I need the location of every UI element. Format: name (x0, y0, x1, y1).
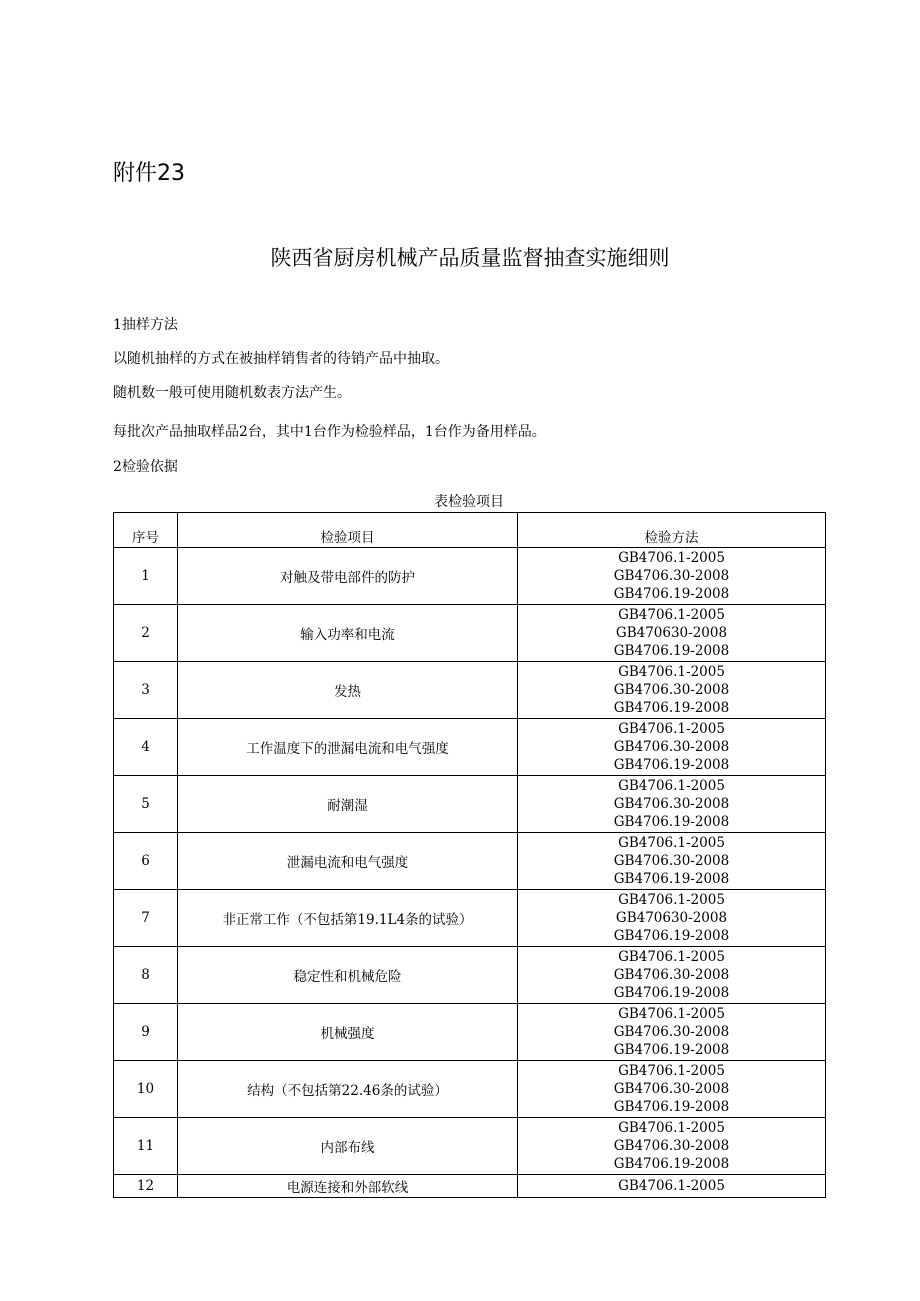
row-inspection-methods (518, 548, 826, 605)
table-row (114, 1004, 826, 1061)
method-standard: GB4706.19-2008 (613, 1099, 730, 1115)
method-standard: GB4706.19-2008 (613, 985, 730, 1001)
row-serial-no: 2 (114, 605, 178, 662)
method-standard: GB4706.30-2008 (613, 1138, 730, 1154)
method-standard: GB470630-2008 (615, 910, 728, 926)
row-serial-no: 10 (114, 1061, 178, 1118)
method-standard: GB4706.30-2008 (613, 568, 730, 584)
row-serial-no: 5 (114, 776, 178, 833)
method-standard: GB4706.1-2005 (618, 607, 725, 623)
table-header-row (114, 513, 826, 548)
row-inspection-methods (518, 719, 826, 776)
method-standard: GB4706.1-2005 (618, 1006, 725, 1022)
row-serial-no: 9 (114, 1004, 178, 1061)
row-inspection-methods (518, 1061, 826, 1118)
method-standard: GB4706.19-2008 (613, 928, 730, 944)
row-inspection-item: 输入功率和电流 (178, 605, 518, 662)
row-inspection-methods (518, 833, 826, 890)
row-inspection-methods (518, 1175, 826, 1198)
row-inspection-item: 发热 (178, 662, 518, 719)
method-standard: GB4706.1-2005 (618, 1063, 725, 1079)
row-inspection-methods (518, 890, 826, 947)
row-inspection-methods (518, 947, 826, 1004)
method-standard: GB4706.19-2008 (613, 757, 730, 773)
method-standard: GB4706.1-2005 (618, 664, 725, 680)
method-standard: GB4706.30-2008 (613, 1081, 730, 1097)
method-standard: GB470630-2008 (615, 625, 728, 641)
row-inspection-item: 泄漏电流和电气强度 (178, 833, 518, 890)
table-row (114, 1118, 826, 1175)
method-standard: GB4706.1-2005 (618, 949, 725, 965)
header-inspection-item: 检验项目 (178, 513, 518, 548)
method-standard: GB4706.30-2008 (613, 967, 730, 983)
row-serial-no: 1 (114, 548, 178, 605)
row-inspection-methods (518, 1004, 826, 1061)
attachment-label: 附件23 (113, 161, 185, 186)
row-inspection-item: 机械强度 (178, 1004, 518, 1061)
table-row (114, 1061, 826, 1118)
table-row (114, 947, 826, 1004)
row-serial-no: 11 (114, 1118, 178, 1175)
row-inspection-item: 工作温度下的泄漏电流和电气强度 (178, 719, 518, 776)
table-row (114, 776, 826, 833)
section-heading-sampling: 1抽样方法 (113, 317, 178, 333)
row-serial-no: 3 (114, 662, 178, 719)
row-serial-no: 6 (114, 833, 178, 890)
paragraph-sampling-method: 以随机抽样的方式在被抽样销售者的待销产品中抽取。 (113, 351, 449, 367)
section-heading-basis: 2检验依据 (113, 459, 178, 475)
method-standard: GB4706.30-2008 (613, 796, 730, 812)
method-standard: GB4706.30-2008 (613, 682, 730, 698)
table-row (114, 1175, 826, 1198)
method-standard: GB4706.1-2005 (618, 892, 725, 908)
row-inspection-item: 耐潮湿 (178, 776, 518, 833)
table-row (114, 662, 826, 719)
method-standard: GB4706.19-2008 (613, 1042, 730, 1058)
method-standard: GB4706.19-2008 (613, 1156, 730, 1172)
row-inspection-item: 电源连接和外部软线 (178, 1175, 518, 1198)
method-standard: GB4706.1-2005 (618, 721, 725, 737)
row-serial-no: 7 (114, 890, 178, 947)
row-inspection-item: 对触及带电部件的防护 (178, 548, 518, 605)
row-inspection-methods (518, 1118, 826, 1175)
method-standard: GB4706.1-2005 (618, 1178, 725, 1194)
header-serial-no: 序号 (114, 513, 178, 548)
inspection-items-table (113, 512, 826, 1198)
method-standard: GB4706.1-2005 (618, 778, 725, 794)
method-standard: GB4706.19-2008 (613, 586, 730, 602)
document-title: 陕西省厨房机械产品质量监督抽查实施细则 (270, 246, 670, 270)
method-standard: GB4706.19-2008 (613, 871, 730, 887)
table-row (114, 548, 826, 605)
method-standard: GB4706.19-2008 (613, 814, 730, 830)
row-inspection-item: 稳定性和机械危险 (178, 947, 518, 1004)
table-caption: 表检验项目 (434, 494, 504, 510)
row-inspection-methods (518, 605, 826, 662)
row-inspection-item: 结构（不包括第22.46条的试验） (178, 1061, 518, 1118)
paragraph-sample-quantity: 每批次产品抽取样品2台，其中1台作为检验样品，1台作为备用样品。 (113, 424, 546, 440)
method-standard: GB4706.30-2008 (613, 853, 730, 869)
method-standard: GB4706.30-2008 (613, 1024, 730, 1040)
row-serial-no: 4 (114, 719, 178, 776)
method-standard: GB4706.1-2005 (618, 1120, 725, 1136)
method-standard: GB4706.30-2008 (613, 739, 730, 755)
method-standard: GB4706.1-2005 (618, 550, 725, 566)
row-serial-no: 8 (114, 947, 178, 1004)
table-row (114, 833, 826, 890)
method-standard: GB4706.19-2008 (613, 700, 730, 716)
method-standard: GB4706.19-2008 (613, 643, 730, 659)
table-row (114, 719, 826, 776)
table-row (114, 890, 826, 947)
row-inspection-item: 非正常工作（不包括第19.1L4条的试验） (178, 890, 518, 947)
header-inspection-method: 检验方法 (518, 513, 826, 548)
method-standard: GB4706.1-2005 (618, 835, 725, 851)
row-inspection-methods (518, 776, 826, 833)
row-inspection-item: 内部布线 (178, 1118, 518, 1175)
paragraph-random-number: 随机数一般可使用随机数表方法产生。 (113, 385, 351, 401)
row-serial-no: 12 (114, 1175, 178, 1198)
row-inspection-methods (518, 662, 826, 719)
table-row (114, 605, 826, 662)
